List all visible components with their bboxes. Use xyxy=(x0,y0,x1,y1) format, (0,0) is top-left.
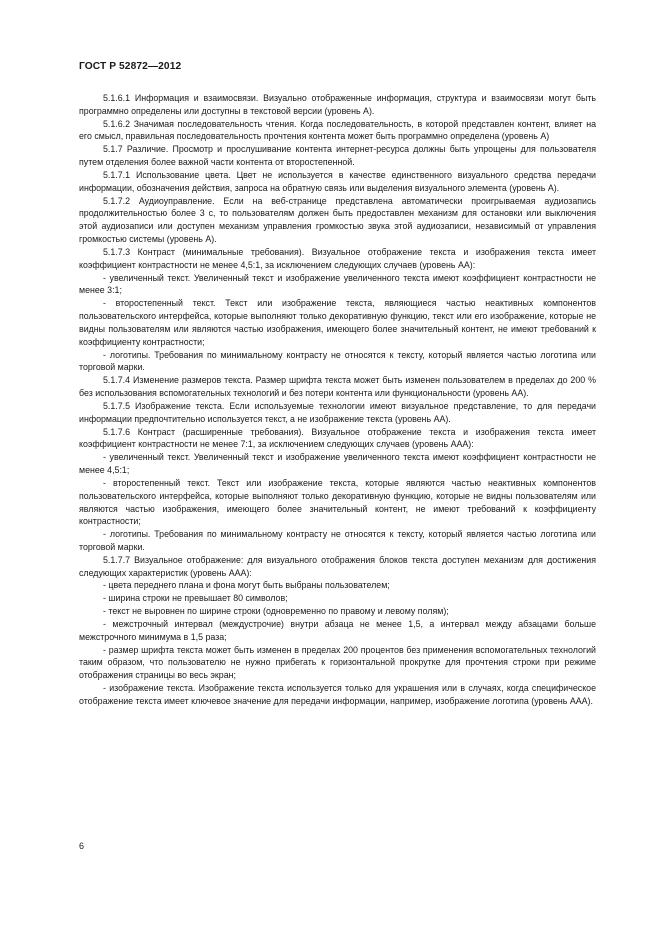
list-item: - логотипы. Требования по минимальному контрасту не относятся к тексту, который является частью логотипа или торговой марки. xyxy=(79,529,596,552)
list-item: - ширина строки не превышает 80 символов; xyxy=(103,593,288,604)
list-item: - увеличенный текст. Увеличенный текст и изображение увеличенного текста имеют коэффициент контрастности не менее 4,5:1; xyxy=(79,452,596,476)
paragraph-5-1-7-5: 5.1.7.5 Изображение текста. Если используемые технологии имеют визуальное представление, то для передачи информации предпочтительно используется текст, а не изображение текста (уровень АА). xyxy=(79,400,596,424)
list-item: - второстепенный текст. Текст или изображение текста, которые являются частью неактивных компонентов пользовательского интерфейса, которые выполняют только декоративную функцию, которые не видны пользователям или являются частью изображения, имеющего более значительный контент, не имеют требований к коэффициенту контрастности; xyxy=(79,477,596,527)
paragraph-5-1-7-2: 5.1.7.2 Аудиоуправление. Если на веб-странице представлена автоматически проигрываемая аудиозапись продолжительностью более 3 с, то пользователям должен быть предоставлен механизм для остановки или выключения этой аудиозаписи или доступен механизм управления громкостью звука этой аудиозаписи, независимый от управления громкостью системы (уровень А). xyxy=(79,195,596,245)
paragraph-5-1-6-2: 5.1.6.2 Значимая последовательность чтения. Когда последовательность, в которой представлен контент, влияет на его смысл, правильная последовательность прочтения контента может быть программно определена (уровень А) xyxy=(79,118,596,142)
paragraph-5-1-7-4: 5.1.7.4 Изменение размеров текста. Размер шрифта текста может быть изменен пользователем в пределах до 200 % без использования вспомогательных технологий и без потери контента или функциональности (уровень АА). xyxy=(79,375,596,399)
list-item: - цвета переднего плана и фона могут быть выбраны пользователем; xyxy=(103,580,390,591)
paragraph-5-1-7-7: 5.1.7.7 Визуальное отображение: для визуального отображения блоков текста доступен механизм для достижения следующих характеристик (уровень ААА): xyxy=(79,554,596,578)
paragraph-5-1-7-1: 5.1.7.1 Использование цвета. Цвет не используется в качестве единственного визуального средства передачи информации, обозначения действия, запроса на обратную связь или выделения визуального элемента (уровень А). xyxy=(79,169,596,193)
list-item: - изображение текста. Изображение текста используется только для украшения или в случаях, когда специфическое отображение текста имеет ключевое значение для передачи информации, например, изображение логотипа (уровень ААА). xyxy=(79,683,596,706)
page-number: 6 xyxy=(79,841,85,851)
paragraph-5-1-6-1: 5.1.6.1 Информация и взаимосвязи. Визуально отображенные информация, структура и взаимосвязи могут быть программно определены или доступны в текстовой версии (уровень А). xyxy=(79,93,596,116)
list-item: - увеличенный текст. Увеличенный текст и изображение увеличенного текста имеют коэффициент контрастности не менее 3:1; xyxy=(79,272,596,296)
document-body xyxy=(79,92,596,708)
paragraph-5-1-7: 5.1.7 Различие. Просмотр и прослушивание контента интернет-ресурса должны быть упрощены для пользователя путем отделения более важной части контента от второстепенной. xyxy=(79,144,596,168)
document-header: ГОСТ Р 52872—2012 xyxy=(79,61,182,72)
list-item: - межстрочный интервал (междустрочие) внутри абзаца не менее 1,5, а интервал между абзацами больше межстрочного минимума в 1,5 раза; xyxy=(79,618,596,642)
list-item: - логотипы. Требования по минимальному контрасту не относятся к тексту, который является частью логотипа или торговой марки. xyxy=(79,349,596,373)
paragraph-5-1-7-6: 5.1.7.6 Контраст (расширенные требования). Визуальное отображение текста и изображения текста имеет коэффициент контрастности не менее 7:1, за исключением следующих случаев (уровень ААА): xyxy=(79,426,596,450)
list-item: - размер шрифта текста может быть изменен в пределах 200 процентов без применения вспомогательных технологий таким образом, что пользователю не нужно прибегать к горизонтальной прокрутке для прочтения строки при режиме отображения страницы во весь экран; xyxy=(79,644,596,681)
list-item: - текст не выровнен по ширине строки (одновременно по правому и левому полям); xyxy=(103,606,449,617)
list-item: - второстепенный текст. Текст или изображение текста, являющиеся частью неактивных компонентов пользовательского интерфейса, которые выполняют только декоративную функцию, текст или его изображение, которые не видны пользователям или являются частью изображения, имеющего более значительный контент, не имеют требований к коэффициенту контрастности; xyxy=(79,298,596,347)
paragraph-5-1-7-3: 5.1.7.3 Контраст (минимальные требования). Визуальное отображение текста и изображения текста имеет коэффициент контрастности не менее 4,5:1, за исключением следующих случаев (уровень АА): xyxy=(79,246,596,270)
